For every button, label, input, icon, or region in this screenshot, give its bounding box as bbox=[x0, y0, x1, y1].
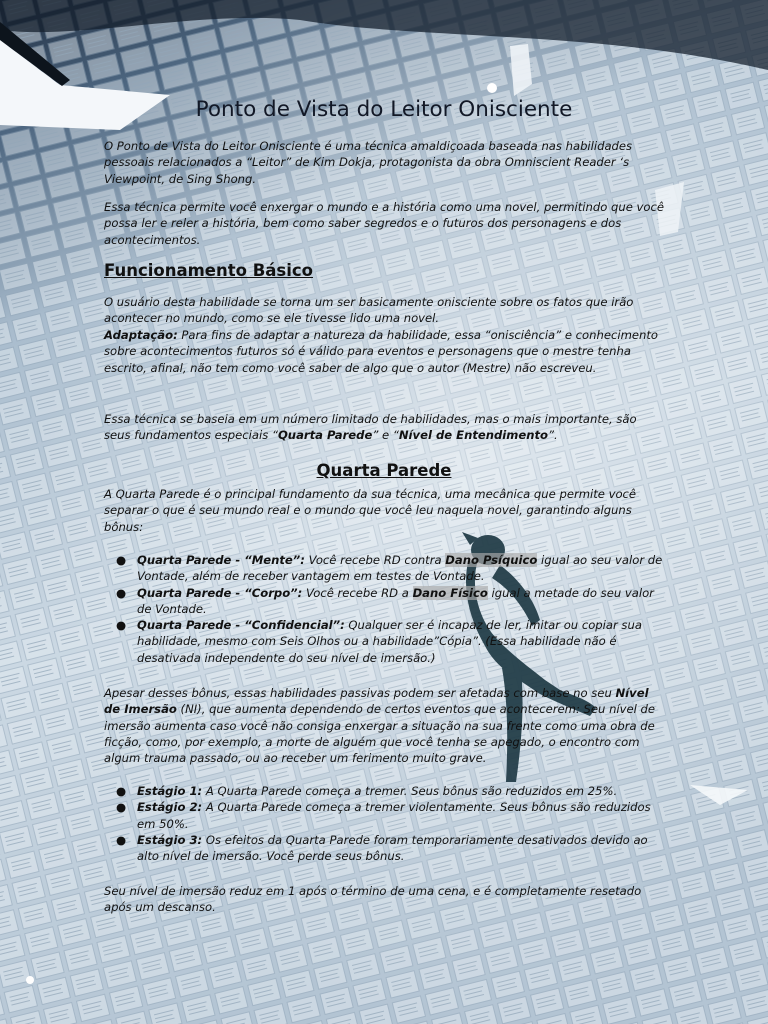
adaptacao-label: Adaptação: bbox=[104, 328, 178, 342]
imersao-text-b: (NI), que aumenta dependendo de certos eventos que acontecerem: Seu nível de imersão aumenta caso você não consiga enxergar a situação na sua frente como uma obra de ficção, como, por exemplo, a morte de alguém que você tenha se apegado, o encontro com algum trauma passado, ou ao receber um ferimento muito grave. bbox=[104, 702, 656, 766]
imersao-label: Nível de Imersão bbox=[104, 686, 649, 717]
item-text: igual a metade do seu valor de Vontade. bbox=[137, 585, 654, 616]
item-text: Você recebe RD a bbox=[302, 585, 413, 600]
intro-paragraph-1: O Ponto de Vista do Leitor Onisciente é uma técnica amaldiçoada baseada nas habilidades pessoais relacionados a “Leitor” de Kim Dokja, protagonista da obra Omniscient Reader ‘s Viewpoint, de Sing Shong. bbox=[104, 139, 633, 186]
item-label: Quarta Parede - “Mente”: bbox=[137, 553, 305, 567]
item-text: Você recebe RD contra bbox=[304, 553, 446, 567]
bullet-icon: ● bbox=[116, 800, 127, 815]
stage-text: Os efeitos da Quarta Parede foram temporariamente desativados devido ao alto nível de imersão. Você perde seus bônus. bbox=[137, 832, 648, 864]
item-label: Quarta Parede - “Corpo”: bbox=[137, 585, 303, 600]
fundamentos-nivel-entendimento: Nível de Entendimento bbox=[398, 428, 548, 443]
stage-text: A Quarta Parede começa a tremer violentamente. Seus bônus são reduzidos em 50%. bbox=[137, 800, 651, 831]
list-item-estagio-2 bbox=[104, 799, 664, 832]
bullet-icon: ● bbox=[116, 553, 127, 567]
adaptacao-text: Para fins de adaptar a natureza da habilidade, essa “onisciência” e conhecimento sobre acontecimentos futuros só é válido para eventos e personagens que o mestre tenha escrito, afinal, não tem como você saber de algo que o autor (Mestre) não escreveu. bbox=[104, 328, 658, 375]
imersao-text-a: Apesar desses bônus, essas habilidades passivas podem ser afetadas com base no seu bbox=[104, 686, 616, 700]
fundamentos-text-c: ” e “ bbox=[372, 428, 399, 443]
stage-label: Estágio 3: bbox=[137, 832, 203, 847]
item-text: Qualquer ser é incapaz de ler, imitar ou copiar sua habilidade, mesmo com Seis Olhos ou a habilidade”Cópia”. (Essa habilidade não é desativada independente do seu nível de imersão.) bbox=[137, 618, 642, 665]
bullet-icon: ● bbox=[116, 618, 127, 633]
quarta-parede-list bbox=[104, 552, 664, 666]
fundamentos-quarta-parede: Quarta Parede bbox=[277, 428, 373, 443]
page-title: Ponto de Vista do Leitor Onisciente bbox=[195, 97, 573, 122]
intro-paragraph-2: Essa técnica permite você enxergar o mundo e a história como uma novel, permitindo que você possa ler e reler a história, bem como saber segredos e o futuros dos personagens e dos acontecimentos. bbox=[104, 200, 664, 247]
final-paragraph: Seu nível de imersão reduz em 1 após o término de uma cena, e é completamente resetado após um descanso. bbox=[104, 884, 642, 915]
fundamentos-text-a: Essa técnica se baseia em um número limitado de habilidades, mas o mais importante, são seus fundamentos especiais “ bbox=[104, 412, 637, 443]
bullet-icon: ● bbox=[116, 832, 127, 847]
highlight-dano-psiquico: Dano Psíquico bbox=[445, 553, 538, 567]
list-item-confidencial bbox=[104, 617, 664, 666]
estagios-list bbox=[104, 783, 664, 864]
list-item-corpo bbox=[104, 585, 664, 618]
bullet-icon: ● bbox=[116, 585, 127, 600]
funcionamento-paragraph-1: O usuário desta habilidade se torna um ser basicamente onisciente sobre os fatos que irão acontecer no mundo, como se ele tivesse lido uma novel. bbox=[104, 295, 634, 326]
section-heading-quarta-parede: Quarta Parede bbox=[316, 461, 452, 480]
fundamentos-paragraph bbox=[104, 411, 664, 444]
list-item-estagio-1 bbox=[104, 783, 664, 799]
bullet-icon: ● bbox=[116, 784, 127, 798]
stage-label: Estágio 2: bbox=[137, 800, 203, 815]
item-text: igual ao seu valor de Vontade, além de receber vantagem em testes de Vontade. bbox=[137, 553, 663, 584]
list-item-mente bbox=[104, 552, 664, 585]
section-heading-funcionamento: Funcionamento Básico bbox=[104, 261, 313, 280]
item-label: Quarta Parede - “Confidencial”: bbox=[137, 618, 345, 633]
quarta-parede-intro: A Quarta Parede é o principal fundamento da sua técnica, uma mecânica que permite você separar o que é seu mundo real e o mundo que você leu naquela novel, garantindo alguns bônus: bbox=[104, 487, 637, 534]
stage-text: A Quarta Parede começa a tremer. Seus bônus são reduzidos em 25%. bbox=[202, 784, 618, 798]
highlight-dano-fisico: Dano Físico bbox=[412, 585, 488, 600]
fundamentos-text-e: ”. bbox=[547, 428, 558, 443]
stage-label: Estágio 1: bbox=[137, 784, 203, 798]
adaptacao-paragraph bbox=[104, 327, 664, 376]
imersao-paragraph bbox=[104, 685, 664, 766]
list-item-estagio-3 bbox=[104, 832, 664, 865]
